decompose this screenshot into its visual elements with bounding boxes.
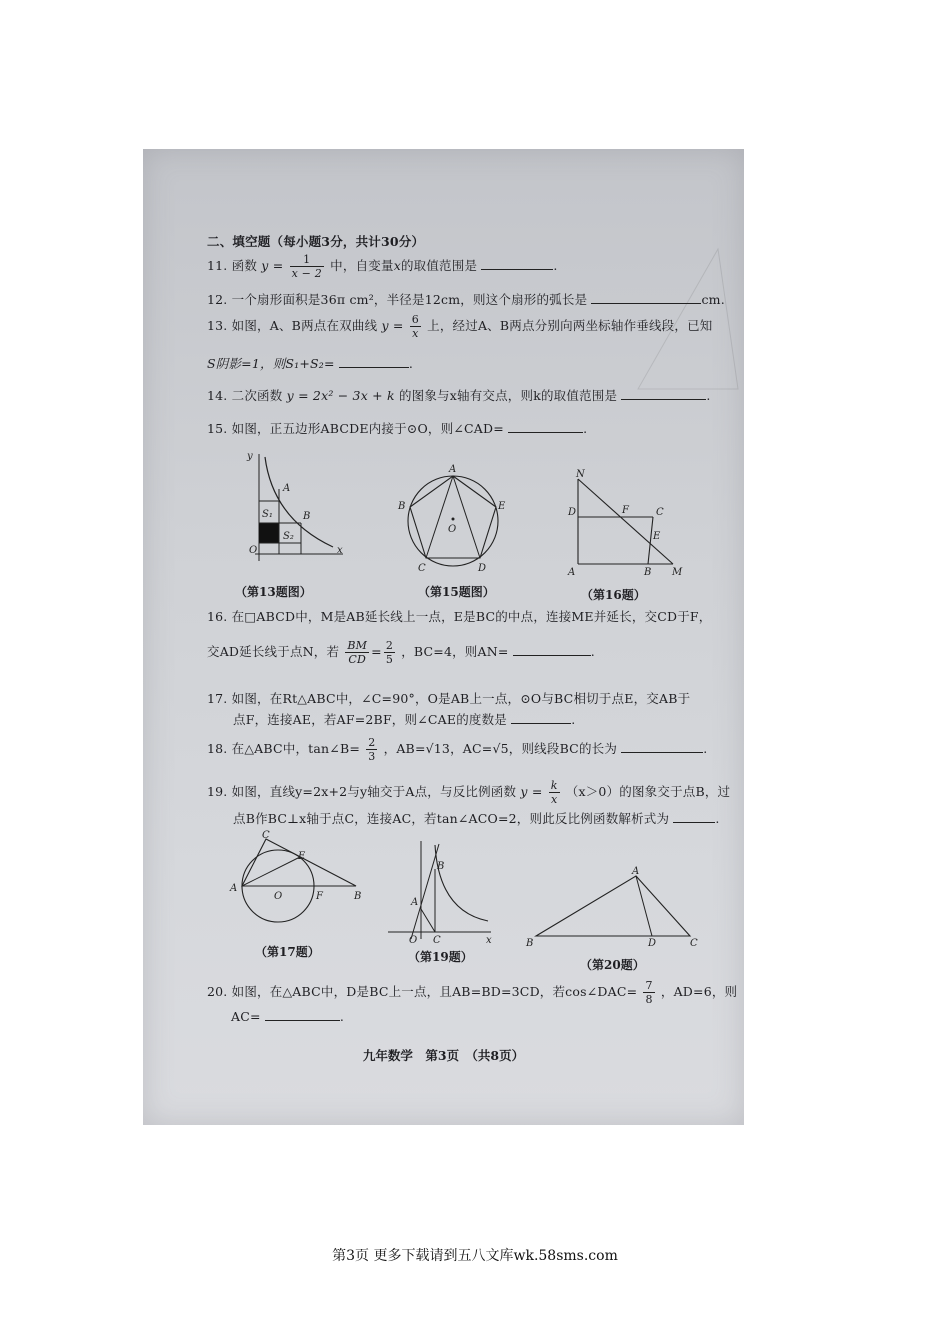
q16-answer-blank[interactable] — [513, 654, 591, 656]
q18-end: . — [703, 741, 708, 756]
q13-expr: y = — [381, 318, 404, 333]
q12-answer-blank[interactable] — [591, 302, 701, 304]
caption-fig19: （第19题） — [408, 950, 473, 964]
q20-frac-num: 7 — [645, 979, 653, 992]
scanned-exam-page — [143, 149, 744, 1125]
fig16-label-E: E — [653, 531, 661, 542]
q11-frac-den: x − 2 — [291, 267, 322, 280]
figure-17-right-triangle-circle — [228, 829, 363, 919]
fig19-label-A: A — [411, 897, 419, 908]
q20-text-a: 20. 如图，在△ABC中，D是BC上一点，且AB=BD=3CD，若cos∠DAC= — [207, 984, 638, 999]
fig15-label-C: C — [418, 563, 426, 574]
fig20-label-D: D — [648, 938, 657, 949]
q15-text: 15. 如图，正五边形ABCDE内接于⊙O，则∠CAD= — [207, 421, 504, 436]
q19-answer-blank[interactable] — [673, 821, 715, 823]
q13-end: . — [408, 356, 414, 371]
q13-text-a: 13. 如图，A、B两点在双曲线 — [207, 318, 378, 333]
q19-frac-den: x — [550, 793, 558, 806]
fig15-label-A: A — [449, 464, 457, 475]
q16-frac1-num: BM — [347, 639, 368, 652]
fig17-label-E: E — [298, 851, 306, 862]
question-17 — [207, 689, 690, 707]
q20-frac-den: 8 — [645, 993, 653, 1006]
fig16-label-C: C — [656, 507, 664, 518]
q13-frac-den: x — [412, 327, 419, 340]
q18-frac-num: 2 — [368, 736, 376, 749]
figure-19-line-hyperbola — [383, 839, 498, 944]
fig17-label-F: F — [316, 891, 323, 902]
fig15-label-O: O — [448, 524, 457, 535]
fig13-label-x: x — [337, 545, 343, 556]
q14-answer-blank[interactable] — [621, 398, 706, 400]
fig15-label-E: E — [498, 501, 506, 512]
fig16-label-N: N — [576, 469, 585, 480]
fig19-label-x: x — [486, 935, 492, 946]
q19-frac-num: k — [550, 779, 558, 792]
question-11 — [207, 253, 558, 280]
question-13 — [207, 313, 712, 340]
question-16-line2 — [207, 639, 595, 666]
q19-line2: 点B作BC⊥x轴于点C，连接AC，若tan∠ACO=2，则此反比例函数解析式为 — [233, 811, 670, 826]
caption-fig16: （第16题） — [581, 588, 646, 602]
q11-answer-blank[interactable] — [481, 268, 553, 270]
q16-frac1-den: CD — [348, 653, 367, 666]
q16-text-b: ，BC=4，则AN= — [401, 644, 509, 659]
fig20-label-B: B — [526, 938, 534, 949]
q16-frac2-num: 2 — [385, 639, 394, 652]
q20-answer-blank[interactable] — [265, 1019, 340, 1021]
fig16-label-A: A — [568, 567, 576, 578]
exam-page-footer: 九年数学 第3页 （共8页） — [362, 1048, 525, 1063]
fig16-label-M: M — [672, 567, 683, 578]
q20-fraction — [643, 979, 654, 1006]
q14-end: . — [706, 388, 711, 403]
q11-expr: y = — [261, 258, 284, 273]
q20-end: . — [339, 1009, 345, 1024]
q16-line1: 16. 在□ABCD中，M是AB延长线上一点，E是BC的中点，连接ME并延长，交CD于F， — [207, 609, 712, 624]
question-19-line2 — [207, 809, 720, 827]
figure-16-parallelogram — [568, 469, 688, 579]
fig16-label-D: D — [568, 507, 577, 518]
q11-text-a: 函数 — [231, 258, 258, 273]
fig13-label-A: A — [283, 483, 291, 494]
figure-20-triangle — [526, 864, 701, 949]
q15-answer-blank[interactable] — [508, 431, 583, 433]
caption-fig20: （第20题） — [580, 958, 645, 972]
q13-answer-blank[interactable] — [339, 366, 409, 368]
q11-end: . — [553, 258, 558, 273]
fig13-label-B: B — [303, 511, 311, 522]
question-15 — [207, 419, 587, 437]
fig19-label-C: C — [433, 935, 441, 946]
question-12 — [207, 290, 725, 308]
q14-text-a: 14. 二次函数 — [207, 388, 283, 403]
fig15-label-D: D — [478, 563, 487, 574]
fig17-label-O: O — [274, 891, 283, 902]
fig20-label-C: C — [690, 938, 698, 949]
q20-text-b: ，AD=6，则 — [660, 984, 738, 999]
fig16-label-F: F — [622, 505, 629, 516]
q16-frac2-den: 5 — [385, 653, 394, 666]
q16-fraction-1 — [345, 639, 369, 666]
fig17-label-A: A — [230, 883, 238, 894]
fig17-label-C: C — [262, 830, 270, 841]
q18-text-a: 18. 在△ABC中，tan∠B= — [207, 741, 361, 756]
fig19-label-B: B — [437, 861, 445, 872]
section-title: 二、填空题（每小题3分，共计30分） — [207, 234, 425, 249]
q13-frac-num: 6 — [411, 313, 419, 326]
q20-line2: AC= — [231, 1009, 261, 1024]
figure-13-hyperbola — [213, 449, 348, 569]
q19-end: . — [715, 811, 720, 826]
question-16 — [207, 607, 712, 625]
q17-line1: 17. 如图，在Rt△ABC中，∠C=90°，O是AB上一点，⊙O与BC相切于点E，交AB于 — [207, 691, 691, 706]
q11-frac-num: 1 — [290, 253, 324, 267]
q17-end: . — [571, 712, 576, 727]
fig13-label-O: O — [249, 545, 258, 556]
q11-var: x — [393, 258, 401, 273]
q13-text-b: 上，经过A、B两点分别向两坐标轴作垂线段，已知 — [427, 318, 713, 333]
q13-fraction — [410, 313, 421, 340]
q13-line2: S阴影=1，则S₁+S₂= — [207, 356, 335, 371]
caption-fig17: （第17题） — [255, 945, 320, 959]
q12-text: 12. 一个扇形面积是36π cm²，半径是12cm，则这个扇形的弧长是 — [207, 292, 588, 307]
download-footer: 第3页 更多下载请到五八文库wk.58sms.com — [332, 1248, 618, 1264]
q11-text-b: 中，自变量 — [330, 258, 394, 273]
q16-text-a: 交AD延长线于点N，若 — [207, 644, 340, 659]
q11-fraction — [290, 253, 324, 280]
question-18 — [207, 736, 707, 763]
fig20-label-A: A — [632, 866, 640, 877]
question-14 — [207, 386, 711, 404]
fig13-label-y: y — [247, 451, 253, 462]
q11-number: 11. — [207, 258, 228, 273]
q14-text-b: 的图象与x轴有交点，则k的取值范围是 — [398, 388, 618, 403]
q18-answer-blank[interactable] — [621, 751, 703, 753]
q19-fraction — [549, 779, 560, 806]
question-20 — [207, 979, 737, 1006]
q19-text-b: （x＞0）的图象交于点B，过 — [565, 784, 731, 799]
q14-expr: y = 2x² − 3x + k — [286, 388, 395, 403]
caption-fig13: （第13题图） — [235, 585, 312, 599]
q18-fraction — [366, 736, 377, 763]
figure-15-pentagon — [398, 457, 508, 575]
q17-line2: 点F，连接AE，若AF=2BF，则∠CAE的度数是 — [233, 712, 508, 727]
fig15-label-B: B — [398, 501, 406, 512]
q15-end: . — [583, 421, 588, 436]
question-17-line2 — [207, 710, 575, 728]
q17-answer-blank[interactable] — [511, 722, 571, 724]
q12-end: cm. — [701, 292, 725, 307]
fig17-label-B: B — [354, 891, 362, 902]
q16-eq: = — [371, 644, 382, 659]
q19-expr: y = — [520, 784, 543, 799]
fig19-label-O: O — [409, 935, 418, 946]
q19-text-a: 19. 如图，直线y=2x+2与y轴交于A点，与反比例函数 — [207, 784, 517, 799]
q11-text-c: 的取值范围是 — [400, 258, 478, 273]
q16-fraction-2 — [384, 639, 395, 666]
q18-frac-den: 3 — [368, 750, 376, 763]
question-13-line2 — [207, 354, 413, 372]
fig13-label-S2: S₂ — [283, 531, 294, 542]
fig13-label-S1: S₁ — [262, 509, 273, 520]
caption-fig15: （第15题图） — [418, 585, 495, 599]
fig16-label-B: B — [644, 567, 652, 578]
question-20-line2 — [207, 1009, 344, 1024]
q18-text-b: ，AB=√13，AC=√5，则线段BC的长为 — [383, 741, 618, 756]
q16-end: . — [590, 644, 595, 659]
question-19 — [207, 779, 730, 806]
